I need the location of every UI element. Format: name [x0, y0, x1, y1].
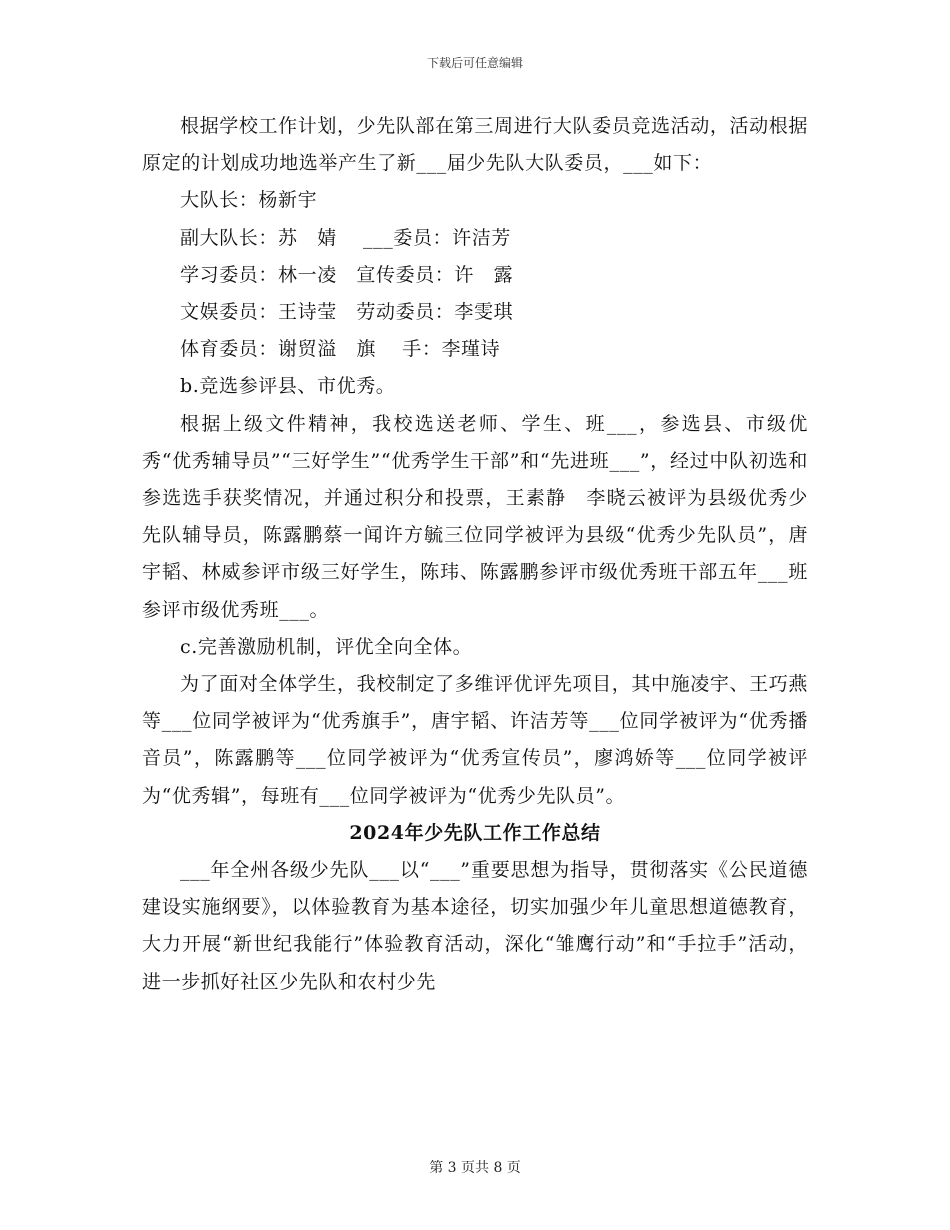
roster-line-5: 体育委员：谢贸溢 旗 手：李瑾诗 — [180, 338, 501, 361]
paragraph-incentives: 为了面对全体学生，我校制定了多维评优评先项目，其中施凌宇、王巧燕等___位同学被评为“优秀旗手”，唐宇韬、许洁芳等___位同学被评为“优秀播音员”，陈露鹏等___位同学被评为“优秀宣传员”，廖鸿娇等___位同学被评为“优秀辑”，每班有___位同学被评为“优秀少先队员”。 — [142, 673, 808, 807]
subheading-b: b.竞选参评县、市优秀。 — [180, 375, 396, 398]
paragraph-awards: 根据上级文件精神，我校选送老师、学生、班___，参选县、市级优秀“优秀辅导员”“三好学生”“优秀学生干部”和“先进班___”，经过中队初选和参选选手获奖情况，并通过积分和投票，王素静 李晓云被评为县级优秀少先队辅导员，陈露鹏蔡一闻许方毓三位同学被评为县级“优秀少先队员”，唐宇韬、林威参评市级三好学生，陈玮、陈露鹏参评市级优秀班干部五年___班参评市级优秀班___。 — [142, 412, 808, 621]
roster-line-2: 副大队长：苏 婧 ___委员：许洁芳 — [180, 226, 511, 249]
roster-line-1: 大队长：杨新宇 — [180, 189, 318, 212]
page-header: 下载后可任意编辑 — [426, 56, 523, 70]
document-body — [142, 108, 808, 1001]
paragraph-summary: ___年全州各级少先队___以“___”重要思想为指导，贯彻落实《公民道德建设实施纲要》，以体验教育为基本途径，切实加强少年儿童思想道德教育，大力开展“新世纪我能行”体验教育活动，深化“雏鹰行动”和“手拉手”活动，进一步抓好社区少先队和农村少先 — [142, 859, 808, 993]
section-title: 2024年少先队工作工作总结 — [349, 821, 601, 844]
roster-line-4: 文娱委员：王诗莹 劳动委员：李雯琪 — [180, 301, 514, 324]
roster-line-3: 学习委员：林一凌 宣传委员：许 露 — [180, 263, 514, 286]
page-number: 第 3 页共 8 页 — [429, 1160, 521, 1176]
paragraph-election: 根据学校工作计划，少先队部在第三周进行大队委员竞选活动，活动根据原定的计划成功地选举产生了新___届少先队大队委员，___如下： — [142, 115, 808, 175]
subheading-c: c.完善激励机制，评优全向全体。 — [180, 635, 473, 658]
